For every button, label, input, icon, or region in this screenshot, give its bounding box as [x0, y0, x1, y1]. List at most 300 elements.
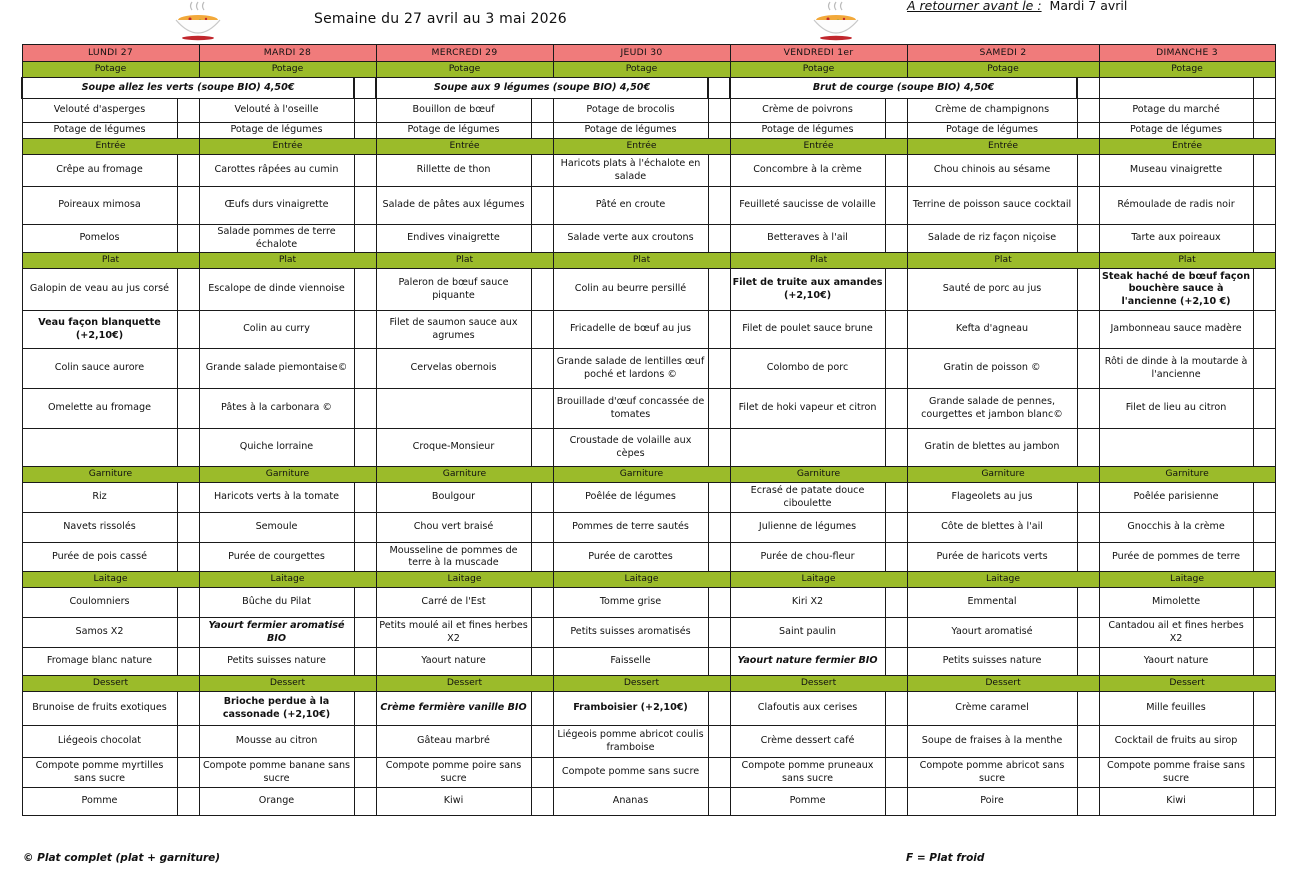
order-quantity-cell[interactable]: [177, 758, 199, 788]
order-quantity-cell[interactable]: [354, 349, 376, 389]
menu-item: Emmental: [907, 588, 1077, 618]
order-quantity-cell[interactable]: [531, 726, 553, 758]
order-quantity-cell[interactable]: [177, 648, 199, 676]
order-quantity-cell[interactable]: [708, 429, 730, 467]
order-quantity-cell[interactable]: [531, 618, 553, 648]
day-header: JEUDI 30: [553, 45, 730, 62]
order-quantity-cell[interactable]: [354, 618, 376, 648]
order-quantity-cell[interactable]: [1253, 99, 1275, 123]
order-quantity-cell[interactable]: [885, 187, 907, 225]
menu-item: Cocktail de fruits au sirop: [1099, 726, 1253, 758]
order-quantity-cell[interactable]: [1077, 726, 1099, 758]
order-quantity-cell[interactable]: [885, 692, 907, 726]
order-quantity-cell[interactable]: [1253, 429, 1275, 467]
order-quantity-cell[interactable]: [1253, 269, 1275, 311]
menu-item: Saint paulin: [730, 618, 885, 648]
menu-item: Mousse au citron: [199, 726, 354, 758]
section-label: Garniture: [730, 467, 907, 483]
order-quantity-cell[interactable]: [885, 99, 907, 123]
menu-item: Kiri X2: [730, 588, 885, 618]
day-header: VENDREDI 1er: [730, 45, 907, 62]
section-label: Entrée: [553, 139, 730, 155]
page-title: Semaine du 27 avril au 3 mai 2026: [314, 11, 567, 27]
menu-item: Terrine de poisson sauce cocktail: [907, 187, 1077, 225]
menu-row: [22, 225, 1275, 253]
order-quantity-cell[interactable]: [1253, 543, 1275, 572]
section-label: Garniture: [907, 467, 1099, 483]
order-quantity-cell[interactable]: [177, 429, 199, 467]
order-quantity-cell[interactable]: [708, 483, 730, 513]
order-quantity-cell[interactable]: [708, 349, 730, 389]
menu-item: Mille feuilles: [1099, 692, 1253, 726]
order-quantity-cell[interactable]: [354, 155, 376, 187]
menu-item: Paleron de bœuf sauce piquante: [376, 269, 531, 311]
menu-item: Salade de pâtes aux légumes: [376, 187, 531, 225]
order-quantity-cell[interactable]: [354, 788, 376, 816]
order-quantity-cell[interactable]: [354, 726, 376, 758]
order-quantity-cell[interactable]: [708, 225, 730, 253]
order-quantity-cell[interactable]: [885, 311, 907, 349]
menu-item: Compote pomme pruneaux sans sucre: [730, 758, 885, 788]
order-quantity-cell[interactable]: [708, 389, 730, 429]
menu-item: Concombre à la crème: [730, 155, 885, 187]
section-label: Entrée: [907, 139, 1099, 155]
order-quantity-cell[interactable]: [531, 389, 553, 429]
order-quantity-cell[interactable]: [885, 788, 907, 816]
order-quantity-cell[interactable]: [1253, 78, 1275, 99]
menu-item: Ecrasé de patate douce ciboulette: [730, 483, 885, 513]
order-quantity-cell[interactable]: [354, 513, 376, 543]
menu-item: Liégeois chocolat: [22, 726, 177, 758]
menu-item: Poireaux mimosa: [22, 187, 177, 225]
order-quantity-cell[interactable]: [885, 269, 907, 311]
order-quantity-cell[interactable]: [531, 648, 553, 676]
menu-row: [22, 123, 1275, 139]
order-quantity-cell[interactable]: [885, 123, 907, 139]
order-quantity-cell[interactable]: [885, 225, 907, 253]
section-label: Plat: [730, 253, 907, 269]
menu-item: Rémoulade de radis noir: [1099, 187, 1253, 225]
order-quantity-cell[interactable]: [885, 429, 907, 467]
order-quantity-cell[interactable]: [1253, 648, 1275, 676]
order-quantity-cell[interactable]: [177, 543, 199, 572]
menu-item: Omelette au fromage: [22, 389, 177, 429]
section-label: Potage: [553, 62, 730, 78]
menu-item: Purée de carottes: [553, 543, 708, 572]
order-quantity-cell[interactable]: [1077, 692, 1099, 726]
order-quantity-cell[interactable]: [531, 758, 553, 788]
order-quantity-cell[interactable]: [708, 618, 730, 648]
menu-item: Petits suisses nature: [199, 648, 354, 676]
order-quantity-cell[interactable]: [1077, 99, 1099, 123]
menu-row: [22, 726, 1275, 758]
menu-item: Colin au beurre persillé: [553, 269, 708, 311]
order-quantity-cell[interactable]: [531, 513, 553, 543]
section-band-laitage: [22, 572, 1275, 588]
menu-item: Filet de lieu au citron: [1099, 389, 1253, 429]
menu-item: Galopin de veau au jus corsé: [22, 269, 177, 311]
order-quantity-cell[interactable]: [708, 788, 730, 816]
order-quantity-cell[interactable]: [177, 513, 199, 543]
order-quantity-cell[interactable]: [354, 483, 376, 513]
menu-item: Compote pomme poire sans sucre: [376, 758, 531, 788]
menu-item: Kefta d'agneau: [907, 311, 1077, 349]
section-label: Plat: [376, 253, 553, 269]
menu-item: Liégeois pomme abricot coulis framboise: [553, 726, 708, 758]
order-quantity-cell[interactable]: [708, 187, 730, 225]
return-label: A retourner avant le :: [907, 0, 1042, 13]
order-quantity-cell[interactable]: [1253, 483, 1275, 513]
menu-item: Yaourt nature: [376, 648, 531, 676]
order-quantity-cell[interactable]: [531, 788, 553, 816]
order-quantity-cell[interactable]: [531, 155, 553, 187]
soup-bio-offer: Soupe allez les verts (soupe BIO) 4,50€: [22, 78, 354, 99]
menu-item: Croustade de volaille aux cèpes: [553, 429, 708, 467]
menu-item: Croque-Monsieur: [376, 429, 531, 467]
order-quantity-cell[interactable]: [177, 726, 199, 758]
order-quantity-cell[interactable]: [177, 349, 199, 389]
section-label: Entrée: [730, 139, 907, 155]
section-band-entree: [22, 139, 1275, 155]
section-label: Laitage: [199, 572, 376, 588]
menu-row: [22, 155, 1275, 187]
menu-item: Faisselle: [553, 648, 708, 676]
order-quantity-cell[interactable]: [1253, 349, 1275, 389]
order-quantity-cell[interactable]: [1077, 269, 1099, 311]
legend-cold: F = Plat froid: [906, 852, 985, 864]
menu-item: Filet de poulet sauce brune: [730, 311, 885, 349]
order-quantity-cell[interactable]: [177, 311, 199, 349]
menu-item: Purée de courgettes: [199, 543, 354, 572]
order-quantity-cell[interactable]: [1253, 758, 1275, 788]
section-label: Laitage: [730, 572, 907, 588]
order-quantity-cell[interactable]: [1253, 588, 1275, 618]
menu-item: Museau vinaigrette: [1099, 155, 1253, 187]
menu-row: [22, 187, 1275, 225]
order-quantity-cell[interactable]: [531, 269, 553, 311]
order-quantity-cell[interactable]: [1253, 225, 1275, 253]
menu-item: Purée de chou-fleur: [730, 543, 885, 572]
menu-item: Petits moulé ail et fines herbes X2: [376, 618, 531, 648]
section-label: Dessert: [22, 676, 199, 692]
order-quantity-cell[interactable]: [708, 648, 730, 676]
menu-item: Mousseline de pommes de terre à la muscade: [376, 543, 531, 572]
menu-row: [22, 429, 1275, 467]
section-label: Entrée: [199, 139, 376, 155]
menu-item: Pomelos: [22, 225, 177, 253]
order-quantity-cell[interactable]: [708, 758, 730, 788]
menu-row: [22, 788, 1275, 816]
menu-row: [22, 588, 1275, 618]
order-quantity-cell[interactable]: [1077, 429, 1099, 467]
order-quantity-cell[interactable]: [1253, 155, 1275, 187]
order-quantity-cell[interactable]: [708, 269, 730, 311]
order-quantity-cell[interactable]: [177, 123, 199, 139]
order-quantity-cell[interactable]: [885, 155, 907, 187]
menu-item: Riz: [22, 483, 177, 513]
menu-row: [22, 513, 1275, 543]
order-quantity-cell[interactable]: [708, 311, 730, 349]
order-quantity-cell[interactable]: [177, 269, 199, 311]
order-quantity-cell[interactable]: [1077, 187, 1099, 225]
menu-row: [22, 543, 1275, 572]
order-quantity-cell[interactable]: [354, 429, 376, 467]
order-quantity-cell[interactable]: [354, 78, 376, 99]
section-label: Laitage: [376, 572, 553, 588]
order-quantity-cell[interactable]: [1253, 692, 1275, 726]
menu-row: [22, 618, 1275, 648]
day-header: DIMANCHE 3: [1099, 45, 1275, 62]
order-quantity-cell[interactable]: [885, 349, 907, 389]
menu-item: Cantadou ail et fines herbes X2: [1099, 618, 1253, 648]
order-quantity-cell[interactable]: [177, 483, 199, 513]
menu-item: Grande salade piemontaise©: [199, 349, 354, 389]
order-quantity-cell[interactable]: [1253, 618, 1275, 648]
order-quantity-cell[interactable]: [1253, 389, 1275, 429]
order-quantity-cell[interactable]: [531, 349, 553, 389]
order-quantity-cell[interactable]: [708, 513, 730, 543]
order-quantity-cell[interactable]: [1253, 311, 1275, 349]
menu-item: Haricots plats à l'échalote en salade: [553, 155, 708, 187]
order-quantity-cell[interactable]: [354, 389, 376, 429]
order-quantity-cell[interactable]: [177, 692, 199, 726]
menu-row: [22, 311, 1275, 349]
menu-item: Haricots verts à la tomate: [199, 483, 354, 513]
section-label: Garniture: [22, 467, 199, 483]
order-quantity-cell[interactable]: [885, 543, 907, 572]
order-quantity-cell[interactable]: [177, 225, 199, 253]
order-quantity-cell[interactable]: [708, 543, 730, 572]
order-quantity-cell[interactable]: [177, 389, 199, 429]
menu-item: Feuilleté saucisse de volaille: [730, 187, 885, 225]
menu-item: Salade verte aux croutons: [553, 225, 708, 253]
menu-row: [22, 483, 1275, 513]
order-quantity-cell[interactable]: [708, 726, 730, 758]
menu-item: Yaourt nature: [1099, 648, 1253, 676]
menu-item: Chou vert braisé: [376, 513, 531, 543]
menu-item: Framboisier (+2,10€): [553, 692, 708, 726]
section-label: Potage: [199, 62, 376, 78]
order-quantity-cell[interactable]: [1253, 788, 1275, 816]
order-quantity-cell[interactable]: [885, 648, 907, 676]
section-label: Garniture: [199, 467, 376, 483]
menu-item: Endives vinaigrette: [376, 225, 531, 253]
day-header: LUNDI 27: [22, 45, 199, 62]
order-quantity-cell[interactable]: [531, 543, 553, 572]
menu-item: Côte de blettes à l'ail: [907, 513, 1077, 543]
order-quantity-cell[interactable]: [1077, 513, 1099, 543]
menu-item: [730, 429, 885, 467]
menu-item: Kiwi: [376, 788, 531, 816]
order-quantity-cell[interactable]: [708, 99, 730, 123]
section-band-dessert: [22, 676, 1275, 692]
soup-bowl-icon: [170, 0, 226, 42]
order-quantity-cell[interactable]: [885, 483, 907, 513]
menu-item: Pomme: [22, 788, 177, 816]
order-quantity-cell[interactable]: [1077, 483, 1099, 513]
menu-item: Petits suisses aromatisés: [553, 618, 708, 648]
section-label: Dessert: [1099, 676, 1275, 692]
order-quantity-cell[interactable]: [531, 483, 553, 513]
menu-item: Colombo de porc: [730, 349, 885, 389]
order-quantity-cell[interactable]: [1077, 155, 1099, 187]
section-label: Potage: [1099, 62, 1275, 78]
menu-item: Crème caramel: [907, 692, 1077, 726]
order-quantity-cell[interactable]: [1077, 78, 1099, 99]
menu-row: [22, 349, 1275, 389]
menu-row: [22, 758, 1275, 788]
empty-cell: [1099, 78, 1253, 99]
order-quantity-cell[interactable]: [885, 618, 907, 648]
menu-item: Betteraves à l'ail: [730, 225, 885, 253]
section-label: Dessert: [376, 676, 553, 692]
order-quantity-cell[interactable]: [1253, 187, 1275, 225]
order-quantity-cell[interactable]: [708, 588, 730, 618]
order-quantity-cell[interactable]: [1253, 726, 1275, 758]
order-quantity-cell[interactable]: [708, 123, 730, 139]
section-label: Dessert: [199, 676, 376, 692]
menu-item: Rôti de dinde à la moutarde à l'ancienne: [1099, 349, 1253, 389]
order-quantity-cell[interactable]: [1077, 758, 1099, 788]
order-quantity-cell[interactable]: [354, 187, 376, 225]
menu-item: Ananas: [553, 788, 708, 816]
return-deadline: [907, 0, 1127, 13]
order-quantity-cell[interactable]: [1077, 618, 1099, 648]
menu-item: Potage du marché: [1099, 99, 1253, 123]
menu-row: [22, 389, 1275, 429]
order-quantity-cell[interactable]: [885, 726, 907, 758]
order-quantity-cell[interactable]: [1077, 123, 1099, 139]
section-label: Plat: [907, 253, 1099, 269]
menu-item: Compote pomme myrtilles sans sucre: [22, 758, 177, 788]
order-quantity-cell[interactable]: [354, 758, 376, 788]
section-label: Plat: [553, 253, 730, 269]
menu-item: Colin sauce aurore: [22, 349, 177, 389]
menu-item: Poêlée de légumes: [553, 483, 708, 513]
section-label: Garniture: [1099, 467, 1275, 483]
menu-item: Compote pomme fraise sans sucre: [1099, 758, 1253, 788]
order-quantity-cell[interactable]: [354, 648, 376, 676]
menu-item: Compote pomme banane sans sucre: [199, 758, 354, 788]
order-quantity-cell[interactable]: [1077, 311, 1099, 349]
order-quantity-cell[interactable]: [354, 123, 376, 139]
order-quantity-cell[interactable]: [177, 618, 199, 648]
menu-table: [21, 44, 1276, 816]
menu-item: Carré de l'Est: [376, 588, 531, 618]
section-label: Laitage: [553, 572, 730, 588]
section-label: Potage: [907, 62, 1099, 78]
section-label: Garniture: [553, 467, 730, 483]
order-quantity-cell[interactable]: [885, 513, 907, 543]
soup-bowl-icon: [808, 0, 864, 42]
order-quantity-cell[interactable]: [354, 269, 376, 311]
menu-item: Bûche du Pilat: [199, 588, 354, 618]
order-quantity-cell[interactable]: [1253, 513, 1275, 543]
order-quantity-cell[interactable]: [354, 225, 376, 253]
day-header: MARDI 28: [199, 45, 376, 62]
order-quantity-cell[interactable]: [1077, 588, 1099, 618]
order-quantity-cell[interactable]: [177, 99, 199, 123]
order-quantity-cell[interactable]: [531, 225, 553, 253]
menu-item: Crème fermière vanille BIO: [376, 692, 531, 726]
menu-item: Navets rissolés: [22, 513, 177, 543]
order-quantity-cell[interactable]: [531, 429, 553, 467]
order-quantity-cell[interactable]: [531, 588, 553, 618]
order-quantity-cell[interactable]: [531, 123, 553, 139]
menu-item: Clafoutis aux cerises: [730, 692, 885, 726]
order-quantity-cell[interactable]: [531, 311, 553, 349]
menu-item: Œufs durs vinaigrette: [199, 187, 354, 225]
menu-item: Salade de riz façon niçoise: [907, 225, 1077, 253]
menu-item: Brioche perdue à la cassonade (+2,10€): [199, 692, 354, 726]
menu-item: Gratin de blettes au jambon: [907, 429, 1077, 467]
order-quantity-cell[interactable]: [708, 692, 730, 726]
order-quantity-cell[interactable]: [531, 692, 553, 726]
order-quantity-cell[interactable]: [1077, 225, 1099, 253]
section-label: Garniture: [376, 467, 553, 483]
menu-item: Brunoise de fruits exotiques: [22, 692, 177, 726]
menu-item: Kiwi: [1099, 788, 1253, 816]
order-quantity-cell[interactable]: [708, 155, 730, 187]
order-quantity-cell[interactable]: [1253, 123, 1275, 139]
order-quantity-cell[interactable]: [177, 187, 199, 225]
menu-item: Colin au curry: [199, 311, 354, 349]
order-quantity-cell[interactable]: [1077, 349, 1099, 389]
section-label: Entrée: [1099, 139, 1275, 155]
order-quantity-cell[interactable]: [1077, 389, 1099, 429]
menu-item: Grande salade de pennes, courgettes et jambon blanc©: [907, 389, 1077, 429]
order-quantity-cell[interactable]: [354, 99, 376, 123]
menu-item: Poêlée parisienne: [1099, 483, 1253, 513]
order-quantity-cell[interactable]: [708, 78, 730, 99]
order-quantity-cell[interactable]: [1077, 543, 1099, 572]
menu-item: Carottes râpées au cumin: [199, 155, 354, 187]
menu-row: [22, 692, 1275, 726]
menu-item: Purée de pommes de terre: [1099, 543, 1253, 572]
menu-item: Potage de brocolis: [553, 99, 708, 123]
order-quantity-cell[interactable]: [531, 99, 553, 123]
menu-item: Purée de haricots verts: [907, 543, 1077, 572]
menu-item: Filet de hoki vapeur et citron: [730, 389, 885, 429]
order-quantity-cell[interactable]: [354, 588, 376, 618]
menu-item: Purée de pois cassé: [22, 543, 177, 572]
menu-item: Quiche lorraine: [199, 429, 354, 467]
order-quantity-cell[interactable]: [885, 588, 907, 618]
order-quantity-cell[interactable]: [177, 588, 199, 618]
section-label: Laitage: [1099, 572, 1275, 588]
order-quantity-cell[interactable]: [354, 311, 376, 349]
order-quantity-cell[interactable]: [885, 389, 907, 429]
menu-item: Mimolette: [1099, 588, 1253, 618]
menu-item: Gâteau marbré: [376, 726, 531, 758]
order-quantity-cell[interactable]: [1077, 788, 1099, 816]
menu-item: [376, 389, 531, 429]
order-quantity-cell[interactable]: [885, 758, 907, 788]
menu-item: Filet de saumon sauce aux agrumes: [376, 311, 531, 349]
order-quantity-cell[interactable]: [177, 788, 199, 816]
order-quantity-cell[interactable]: [531, 187, 553, 225]
order-quantity-cell[interactable]: [177, 155, 199, 187]
section-label: Plat: [22, 253, 199, 269]
order-quantity-cell[interactable]: [1077, 648, 1099, 676]
menu-item: Poire: [907, 788, 1077, 816]
menu-item: Crêpe au fromage: [22, 155, 177, 187]
order-quantity-cell[interactable]: [354, 543, 376, 572]
menu-item: Tomme grise: [553, 588, 708, 618]
legend-complete: © Plat complet (plat + garniture): [23, 852, 221, 864]
order-quantity-cell[interactable]: [354, 692, 376, 726]
menu-item: Pâté en croute: [553, 187, 708, 225]
